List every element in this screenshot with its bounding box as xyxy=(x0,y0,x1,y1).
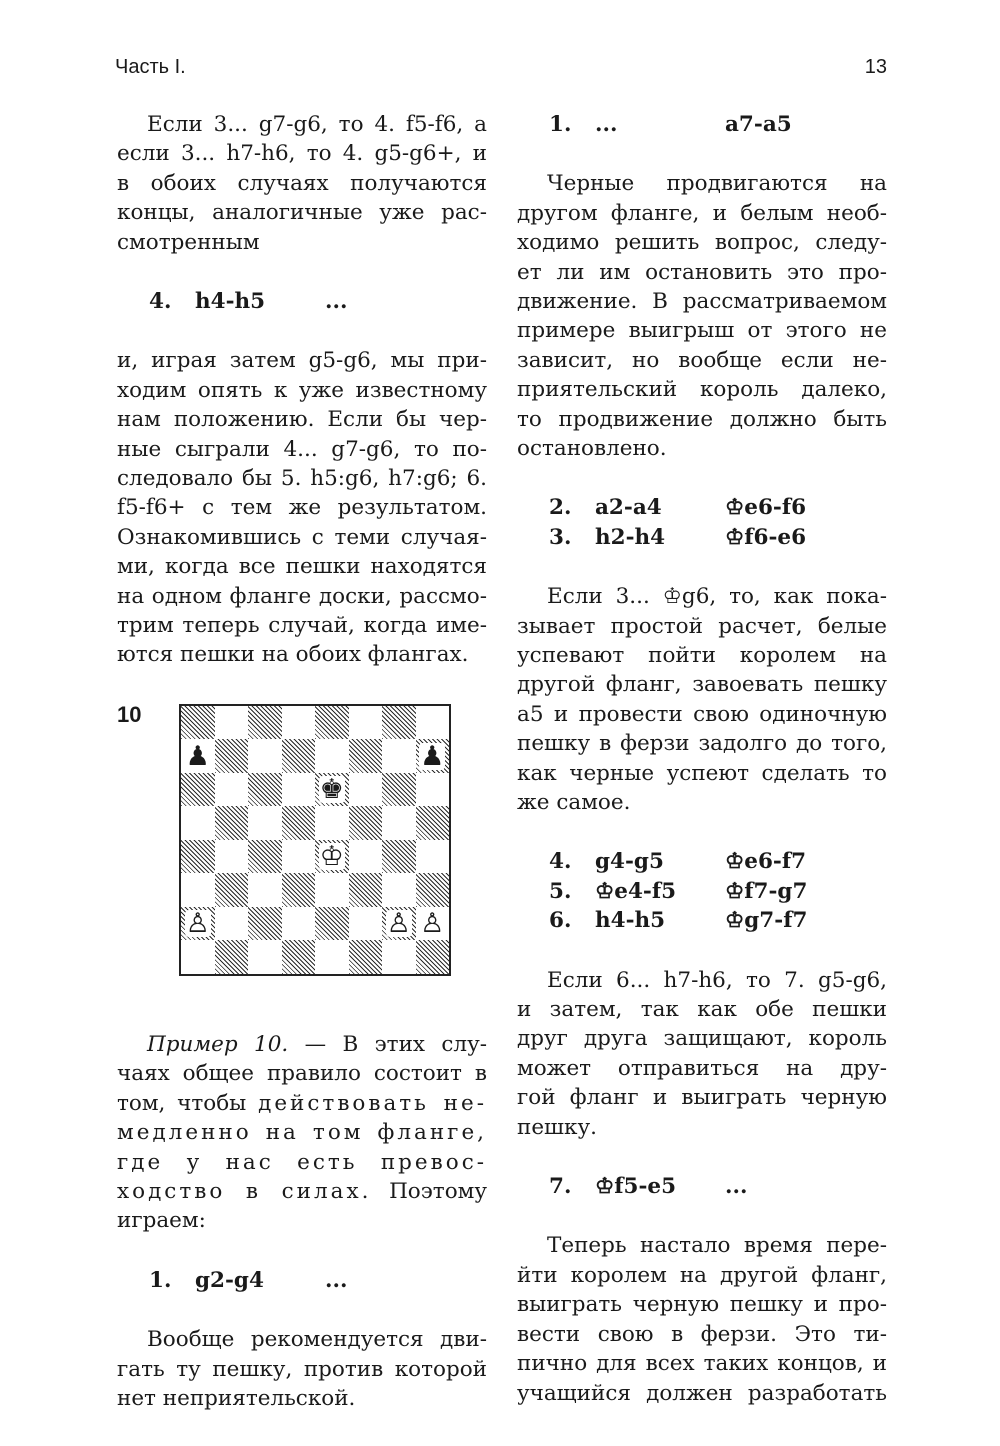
text-line: другом фланге, и белым необ- xyxy=(517,200,887,226)
text-line: пешку. xyxy=(517,1114,597,1140)
spaced-emphasis: ходство в силах. xyxy=(117,1178,372,1204)
paragraph xyxy=(117,346,487,669)
text-fragment: том, чтобы xyxy=(117,1090,247,1116)
black-move: ♔f6-e6 xyxy=(725,524,807,550)
text-line: Если 3... g7-g6, то 4. f5-f6, а xyxy=(147,112,487,137)
move-line xyxy=(517,523,887,552)
text-line xyxy=(117,1030,487,1059)
square-a1 xyxy=(181,940,215,974)
text-line: пично для всех таких концов, и xyxy=(517,1351,887,1377)
spaced-emphasis: действовать не- xyxy=(258,1090,487,1116)
square-h5 xyxy=(416,806,450,840)
square-d6 xyxy=(282,773,316,807)
text-line: Если 6... h7-h6, то 7. g5-g6, xyxy=(547,967,887,993)
text-line: приятельский король далеко, xyxy=(517,377,887,403)
move-number: 1. xyxy=(549,112,572,137)
text-line: успевают пойти королем на xyxy=(517,643,887,669)
square-b5 xyxy=(215,806,249,840)
move-number: 4. xyxy=(549,849,572,875)
square-b3 xyxy=(215,873,249,907)
white-pawn-h2-icon: ♙ xyxy=(420,908,445,940)
text-line: как черные успеют сделать то xyxy=(517,760,887,786)
text-line: в обоих случаях получаются xyxy=(117,170,487,196)
square-b4 xyxy=(215,840,249,874)
text-line: смотренным xyxy=(117,229,260,255)
spaced-emphasis: где у нас есть превос- xyxy=(117,1149,487,1175)
square-g5 xyxy=(382,806,416,840)
black-move: ♔g7-f7 xyxy=(725,908,808,934)
move-line xyxy=(117,1266,487,1295)
text-line: если 3... h7-h6, то 4. g5-g6+, и xyxy=(117,141,487,167)
white-move: g2-g4 xyxy=(195,1267,264,1293)
square-g3 xyxy=(382,873,416,907)
square-a7 xyxy=(181,739,215,773)
text-line: то продвижение должно быть xyxy=(517,406,887,432)
left-column xyxy=(117,110,487,1443)
move-block xyxy=(517,847,887,935)
white-move: ♔f5-e5 xyxy=(595,1174,677,1200)
paragraph xyxy=(117,110,487,257)
square-e7 xyxy=(315,739,349,773)
text-line: гой фланг и выиграть черную xyxy=(517,1085,887,1111)
square-d2 xyxy=(282,907,316,941)
square-g6 xyxy=(382,773,416,807)
text-line: трим теперь случай, когда име- xyxy=(117,613,487,639)
text-line: зывает простой расчет, белые xyxy=(517,613,887,639)
square-h4 xyxy=(416,840,450,874)
move-number: 1. xyxy=(149,1267,172,1293)
text-line: играем: xyxy=(117,1208,206,1234)
move-line xyxy=(517,906,887,935)
square-c4 xyxy=(248,840,282,874)
square-e4 xyxy=(315,840,349,874)
black-move: ♔e6-f7 xyxy=(725,849,807,875)
square-h7 xyxy=(416,739,450,773)
paragraph xyxy=(517,169,887,463)
square-f6 xyxy=(349,773,383,807)
text-line: и, играя затем g5-g6, мы при- xyxy=(117,348,487,374)
text-line: ходимо решить вопрос, следу- xyxy=(517,230,887,256)
move-line xyxy=(517,1172,887,1201)
white-move: ... xyxy=(595,112,618,137)
square-f3 xyxy=(349,873,383,907)
move-number: 3. xyxy=(549,524,572,550)
square-c8 xyxy=(248,706,282,740)
black-move: a7-a5 xyxy=(725,112,792,137)
chess-board xyxy=(179,704,451,976)
black-move: ... xyxy=(725,1174,748,1200)
move-line xyxy=(517,877,887,906)
white-pawn-a2-icon: ♙ xyxy=(185,908,210,940)
text-line xyxy=(117,1177,487,1206)
square-c7 xyxy=(248,739,282,773)
square-h2 xyxy=(416,907,450,941)
right-column xyxy=(517,110,887,1438)
text-line: вести свою в ферзи. Это ти- xyxy=(517,1321,887,1347)
square-c1 xyxy=(248,940,282,974)
spaced-emphasis: медленно на том фланге, xyxy=(117,1120,487,1146)
text-line: ходим опять к уже известному xyxy=(117,377,487,403)
square-c3 xyxy=(248,873,282,907)
paragraph xyxy=(517,582,887,817)
text-line: Теперь настало время пере- xyxy=(547,1233,887,1259)
text-line: ются пешки на обоих флангах. xyxy=(117,642,469,668)
move-number: 2. xyxy=(549,495,572,521)
square-f4 xyxy=(349,840,383,874)
text-line: нет неприятельской. xyxy=(117,1385,356,1411)
move-number: 6. xyxy=(549,908,572,934)
square-e8 xyxy=(315,706,349,740)
square-b1 xyxy=(215,940,249,974)
square-b2 xyxy=(215,907,249,941)
square-a3 xyxy=(181,873,215,907)
text-line: ет ли им остановить это про- xyxy=(517,259,887,285)
text-line: следовало бы 5. h5:g6, h7:g6; 6. xyxy=(117,466,487,492)
black-move: ♔f7-g7 xyxy=(725,878,808,904)
text-line: ные сыграли 4... g7-g6, то по- xyxy=(117,436,487,462)
text-fragment: — В этих слу- xyxy=(304,1031,488,1057)
square-g2 xyxy=(382,907,416,941)
move-number: 5. xyxy=(549,878,572,904)
square-g8 xyxy=(382,706,416,740)
square-f2 xyxy=(349,907,383,941)
square-f8 xyxy=(349,706,383,740)
black-pawn-h7-icon: ♟ xyxy=(420,740,445,772)
text-line: друг друга защищают, король xyxy=(517,1026,887,1052)
square-b6 xyxy=(215,773,249,807)
square-c5 xyxy=(248,806,282,840)
square-h1 xyxy=(416,940,450,974)
diagram-number: 10 xyxy=(117,701,142,727)
black-move: ... xyxy=(325,289,348,315)
paragraph xyxy=(517,966,887,1142)
square-c2 xyxy=(248,907,282,941)
text-line: может отправиться на дру- xyxy=(517,1055,887,1081)
square-e5 xyxy=(315,806,349,840)
text-line: на одном фланге доски, рассмо- xyxy=(117,583,487,609)
text-line: нам положению. Если бы чер- xyxy=(117,407,487,433)
text-line: йти королем на другой фланг, xyxy=(517,1262,887,1288)
square-b7 xyxy=(215,739,249,773)
square-h6 xyxy=(416,773,450,807)
running-header: Часть I. xyxy=(115,56,186,78)
square-d7 xyxy=(282,739,316,773)
white-move: h4-h5 xyxy=(195,289,266,315)
square-e6 xyxy=(315,773,349,807)
square-g7 xyxy=(382,739,416,773)
square-f7 xyxy=(349,739,383,773)
square-g1 xyxy=(382,940,416,974)
text-line: примере выигрыш от этого не xyxy=(517,318,887,344)
move-line xyxy=(517,110,887,139)
white-move: ♔e4-f5 xyxy=(595,878,677,904)
text-line: f5-f6+ с тем же результатом. xyxy=(117,495,487,521)
move-block xyxy=(517,493,887,552)
move-line xyxy=(117,287,487,316)
square-d1 xyxy=(282,940,316,974)
white-move: h2-h4 xyxy=(595,524,666,550)
move-line xyxy=(517,493,887,522)
text-line: зависит, но вообще если не- xyxy=(517,347,887,373)
black-move: ... xyxy=(325,1267,348,1293)
square-g4 xyxy=(382,840,416,874)
square-a8 xyxy=(181,706,215,740)
text-line: Вообще рекомендуется дви- xyxy=(147,1327,487,1353)
text-line: движение. В рассматриваемом xyxy=(517,289,887,315)
black-move: ♔e6-f6 xyxy=(725,495,807,521)
text-line: и затем, так как обе пешки xyxy=(517,997,887,1023)
square-e1 xyxy=(315,940,349,974)
square-a6 xyxy=(181,773,215,807)
square-h3 xyxy=(416,873,450,907)
text-line: ми, когда все пешки находятся xyxy=(117,554,487,580)
text-line: а5 и провести свою одиночную xyxy=(517,701,887,727)
paragraph xyxy=(117,1030,487,1236)
text-line: Если 3... ♔g6, то, как пока- xyxy=(547,584,887,610)
text-line: другой фланг, завоевать пешку xyxy=(517,672,887,698)
paragraph xyxy=(517,1231,887,1407)
text-line: чаях общее правило состоит в xyxy=(117,1061,487,1087)
text-line: гать ту пешку, против которой xyxy=(117,1356,487,1382)
square-f1 xyxy=(349,940,383,974)
move-line xyxy=(517,847,887,876)
black-king-e6-icon: ♚ xyxy=(319,774,344,806)
text-line: Ознакомившись с теми случая- xyxy=(117,524,487,550)
square-d4 xyxy=(282,840,316,874)
square-f5 xyxy=(349,806,383,840)
white-move: g4-g5 xyxy=(595,849,664,875)
square-a2 xyxy=(181,907,215,941)
square-b8 xyxy=(215,706,249,740)
text-line: остановлено. xyxy=(517,436,667,462)
black-pawn-a7-icon: ♟ xyxy=(185,740,210,772)
text-line: концы, аналогичные уже рас- xyxy=(117,200,487,226)
page-number: 13 xyxy=(864,56,887,78)
square-d3 xyxy=(282,873,316,907)
text-line: Черные продвигаются на xyxy=(547,171,887,197)
square-h8 xyxy=(416,706,450,740)
white-move: h4-h5 xyxy=(595,908,666,934)
white-pawn-g2-icon: ♙ xyxy=(386,908,411,940)
white-move: a2-a4 xyxy=(595,495,662,521)
square-d8 xyxy=(282,706,316,740)
square-c6 xyxy=(248,773,282,807)
text-line: выиграть черную пешку и про- xyxy=(517,1292,887,1318)
square-e2 xyxy=(315,907,349,941)
text-line: пешку в ферзи задолго до того, xyxy=(517,731,887,757)
text-fragment: Поэтому xyxy=(389,1178,488,1204)
text-line: же самое. xyxy=(517,790,631,816)
text-line: учащийся должен разработать xyxy=(517,1380,887,1406)
text-line xyxy=(117,1089,487,1118)
paragraph xyxy=(117,1325,487,1413)
white-king-e4-icon: ♔ xyxy=(319,841,344,873)
move-number: 4. xyxy=(149,289,172,315)
square-a5 xyxy=(181,806,215,840)
square-e3 xyxy=(315,873,349,907)
example-label: Пример 10. xyxy=(147,1031,289,1057)
square-a4 xyxy=(181,840,215,874)
move-number: 7. xyxy=(549,1174,572,1200)
chess-diagram xyxy=(117,700,487,1020)
square-d5 xyxy=(282,806,316,840)
